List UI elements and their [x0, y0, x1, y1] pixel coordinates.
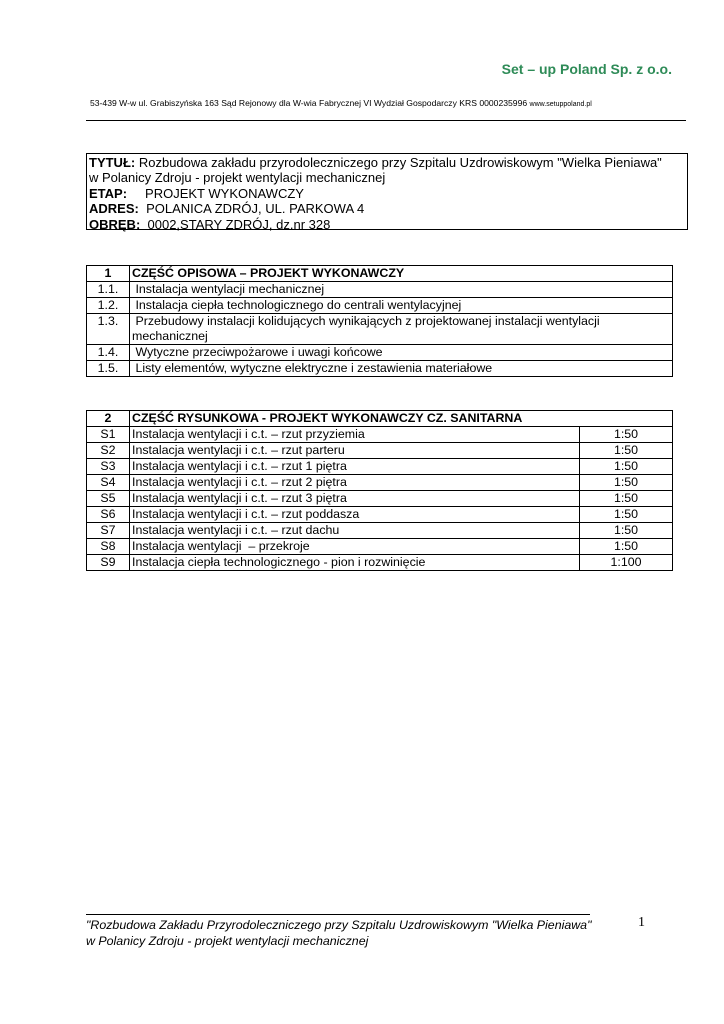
table-row: [87, 459, 673, 475]
drawing-title: Instalacja wentylacji i c.t. – rzut parteru: [130, 443, 580, 459]
footer-line1: "Rozbudowa Zakładu Przyrodoleczniczego przy Szpitalu Uzdrowiskowym "Wielka Pieniawa": [86, 918, 592, 932]
drawing-number: S1: [87, 427, 130, 443]
drawing-scale: 1:100: [580, 555, 673, 571]
company-address: [90, 98, 690, 108]
area-label: OBRĘB:: [89, 216, 141, 232]
row-number: 1.4.: [87, 345, 130, 361]
row-number: 1.1.: [87, 282, 130, 298]
drawing-number: S3: [87, 459, 130, 475]
section-number: 2: [87, 411, 130, 427]
address-label: ADRES:: [89, 201, 139, 217]
address-row: [89, 201, 685, 216]
title-line2: w Polanicy Zdroju - projekt wentylacji mechanicznej: [89, 170, 386, 186]
table-header-row: [87, 266, 673, 282]
drawing-title: Instalacja wentylacji i c.t. – rzut 2 piętra: [130, 475, 580, 491]
row-text: Listy elementów, wytyczne elektryczne i zestawienia materiałowe: [130, 361, 673, 377]
footer-divider: [86, 914, 590, 915]
table-row: [87, 427, 673, 443]
table-header-row: [87, 411, 673, 427]
row-text: Przebudowy instalacji kolidujących wynikających z projektowanej instalacji wentylacji mechanicznej: [130, 314, 673, 345]
address-value: POLANICA ZDRÓJ, UL. PARKOWA 4: [146, 201, 365, 217]
title-line1: Rozbudowa zakładu przyrodoleczniczego przy Szpitalu Uzdrowiskowym "Wielka Pieniawa": [138, 155, 662, 170]
drawing-title: Instalacja wentylacji i c.t. – rzut 1 piętra: [130, 459, 580, 475]
table-row: [87, 491, 673, 507]
row-text: Instalacja ciepła technologicznego do centrali wentylacyjnej: [130, 298, 673, 314]
table-row: [87, 298, 673, 314]
table-row: [87, 507, 673, 523]
drawing-part-table: [86, 410, 673, 571]
project-info-box: [86, 153, 688, 230]
drawing-scale: 1:50: [580, 491, 673, 507]
drawing-title: Instalacja wentylacji i c.t. – rzut poddasza: [130, 507, 580, 523]
drawing-scale: 1:50: [580, 475, 673, 491]
drawing-title: Instalacja wentylacji i c.t. – rzut przyziemia: [130, 427, 580, 443]
drawing-number: S6: [87, 507, 130, 523]
drawing-scale: 1:50: [580, 523, 673, 539]
company-website: www.setuppoland.pl: [529, 101, 592, 108]
table-row: [87, 523, 673, 539]
drawing-scale: 1:50: [580, 459, 673, 475]
drawing-scale: 1:50: [580, 507, 673, 523]
company-name: Set – up Poland Sp. z o.o.: [501, 61, 672, 77]
row-number: 1.2.: [87, 298, 130, 314]
section-title: CZĘŚĆ OPISOWA – PROJEKT WYKONAWCZY: [130, 266, 673, 282]
table-row: [87, 361, 673, 377]
table-row: [87, 443, 673, 459]
stage-row: [89, 186, 685, 201]
footer-line2: w Polanicy Zdroju - projekt wentylacji mechanicznej: [86, 934, 369, 948]
table-row: [87, 475, 673, 491]
drawing-title: Instalacja wentylacji – przekroje: [130, 539, 580, 555]
stage-value: PROJEKT WYKONAWCZY: [145, 185, 304, 201]
drawing-title: Instalacja wentylacji i c.t. – rzut dachu: [130, 523, 580, 539]
page-number: 1: [638, 915, 645, 930]
row-number: 1.5.: [87, 361, 130, 377]
title-row: [89, 155, 685, 170]
header-divider: [86, 120, 686, 121]
descriptive-part-table: [86, 265, 673, 377]
drawing-number: S9: [87, 555, 130, 571]
drawing-title: Instalacja wentylacji i c.t. – rzut 3 piętra: [130, 491, 580, 507]
table-row: [87, 314, 673, 345]
row-text: Wytyczne przeciwpożarowe i uwagi końcowe: [130, 345, 673, 361]
table-row: [87, 539, 673, 555]
drawing-scale: 1:50: [580, 427, 673, 443]
table-row: [87, 282, 673, 298]
table-row: [87, 345, 673, 361]
drawing-number: S2: [87, 443, 130, 459]
row-number: 1.3.: [87, 314, 130, 345]
table-row: [87, 555, 673, 571]
area-row: [89, 217, 685, 232]
drawing-number: S5: [87, 491, 130, 507]
area-value: 0002,STARY ZDRÓJ, dz.nr 328: [147, 216, 331, 232]
section-title: CZĘŚĆ RYSUNKOWA - PROJEKT WYKONAWCZY CZ. SANITARNA: [130, 411, 673, 427]
company-address-text: 53-439 W-w ul. Grabiszyńska 163 Sąd Rejonowy dla W-wia Fabrycznej VI Wydział Gospodarczy KRS 0000235996: [90, 98, 528, 108]
drawing-scale: 1:50: [580, 539, 673, 555]
drawing-number: S4: [87, 475, 130, 491]
drawing-number: S7: [87, 523, 130, 539]
title-label: TYTUŁ:: [89, 155, 136, 170]
stage-label: ETAP:: [89, 185, 128, 201]
row-text: Instalacja wentylacji mechanicznej: [130, 282, 673, 298]
section-number: 1: [87, 266, 130, 282]
drawing-scale: 1:50: [580, 443, 673, 459]
drawing-number: S8: [87, 539, 130, 555]
footer: [86, 917, 646, 949]
drawing-title: Instalacja ciepła technologicznego - pion i rozwinięcie: [130, 555, 580, 571]
